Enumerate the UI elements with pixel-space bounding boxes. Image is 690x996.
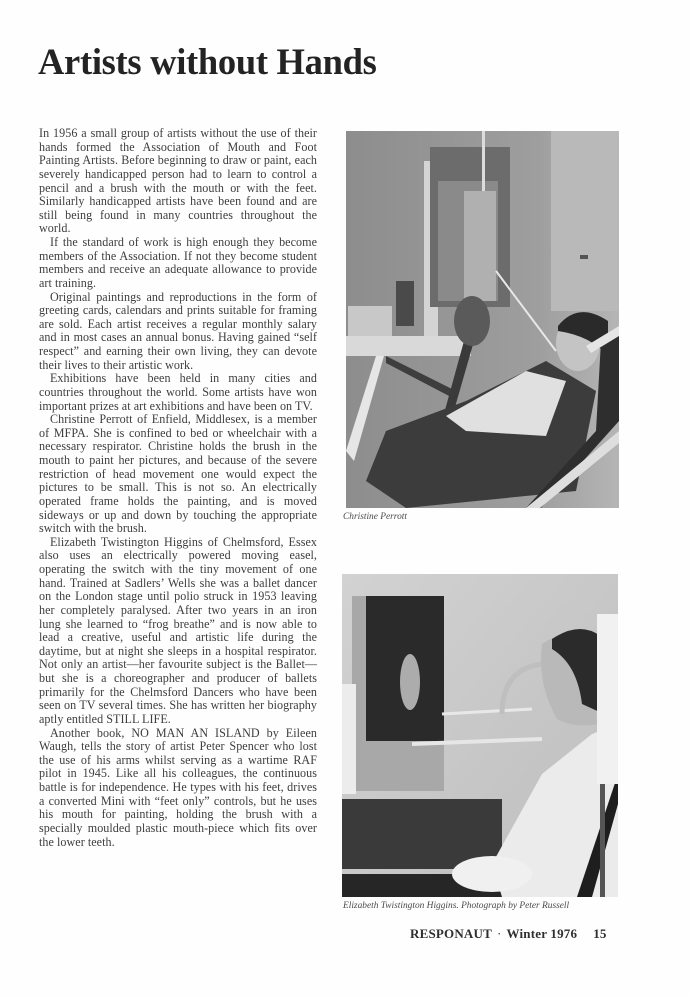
photo-christine-perrott bbox=[346, 131, 619, 508]
photo-elizabeth-higgins bbox=[342, 574, 618, 897]
page-number: 15 bbox=[593, 926, 607, 941]
issue-date: Winter 1976 bbox=[506, 926, 578, 941]
article-body bbox=[39, 127, 317, 849]
publication-name: RESPONAUT bbox=[410, 926, 492, 941]
photo-christine-perrott-image bbox=[346, 131, 619, 508]
page-footer bbox=[410, 926, 607, 942]
paragraph-elizabeth-higgins: Elizabeth Twistington Higgins of Chelmsford, Essex also uses an electrically powered moving easel, operating the switch with the tiny movement of one hand. Trained at Sadlers’ Wells she was a ballet dancer on the London stage until polio struck in 1953 leaving her completely paralysed. After two years in an iron lung she learned to “frog breathe” and is now able to lead a creative, useful and artistic life during the daytime, but at night she sleeps in a hospital respirator. Not only an artist—her favourite subject is the Ballet—but she is a choreographer and producer of ballets primarily for the Chelmsford Dancers who have been seen on TV several times. She has written her biography aptly entitled STILL LIFE. bbox=[39, 534, 317, 726]
paragraph-membership: If the standard of work is high enough they become members of the Association. If not they become student members and receive an adequate allowance to provide art training. bbox=[39, 235, 317, 290]
footer-separator: · bbox=[496, 926, 502, 941]
paragraph-sales: Original paintings and reproductions in the form of greeting cards, calendars and prints suitable for framing are sold. Each artist receives a regular monthly salary and in most cases an annual bonus. Having gained “self respect” and earning their own living, they can devote their lives to their artistic work. bbox=[39, 289, 317, 372]
photo-elizabeth-higgins-image bbox=[342, 574, 618, 897]
paragraph-intro: In 1956 a small group of artists without the use of their hands formed the Association of Mouth and Foot Painting Artists. Before beginning to draw or paint, each severely handicapped person had to learn to control a pencil and a brush with the mouth or with the feet. Similarly handicapped artists have been found and are still being found in many countries throughout the world. bbox=[39, 126, 317, 236]
photo-caption-elizabeth-higgins: Elizabeth Twistington Higgins. Photograph by Peter Russell bbox=[343, 901, 570, 911]
paragraph-christine-perrott: Christine Perrott of Enfield, Middlesex, is a member of MFPA. She is confined to bed or wheelchair with a necessary respirator. Christine holds the brush in the mouth to paint her pictures, and because of the severe restriction of head movement one would expect the pictures to be small. This is not so. An electrically operated frame holds the painting, and is moved sideways or up and down by touching the appropriate switch with the brush. bbox=[39, 412, 317, 536]
paragraph-peter-spencer: Another book, NO MAN AN ISLAND by Eileen Waugh, tells the story of artist Peter Spencer who lost the use of his arms whilst serving as a wartime RAF pilot in 1945. Like all his colleagues, the continuous battle is for independence. He types with his feet, drives a converted Mini with “feet only” controls, but he uses his mouth for painting, holding the brush with a specially moulded plastic mouth-piece which fits over the lower teeth. bbox=[39, 725, 317, 849]
paragraph-exhibitions: Exhibitions have been held in many cities and countries throughout the world. Some artists have won important prizes at art exhibitions and have been on TV. bbox=[39, 371, 317, 413]
article-title: Artists without Hands bbox=[38, 41, 377, 82]
photo-caption-christine-perrott: Christine Perrott bbox=[343, 512, 407, 522]
